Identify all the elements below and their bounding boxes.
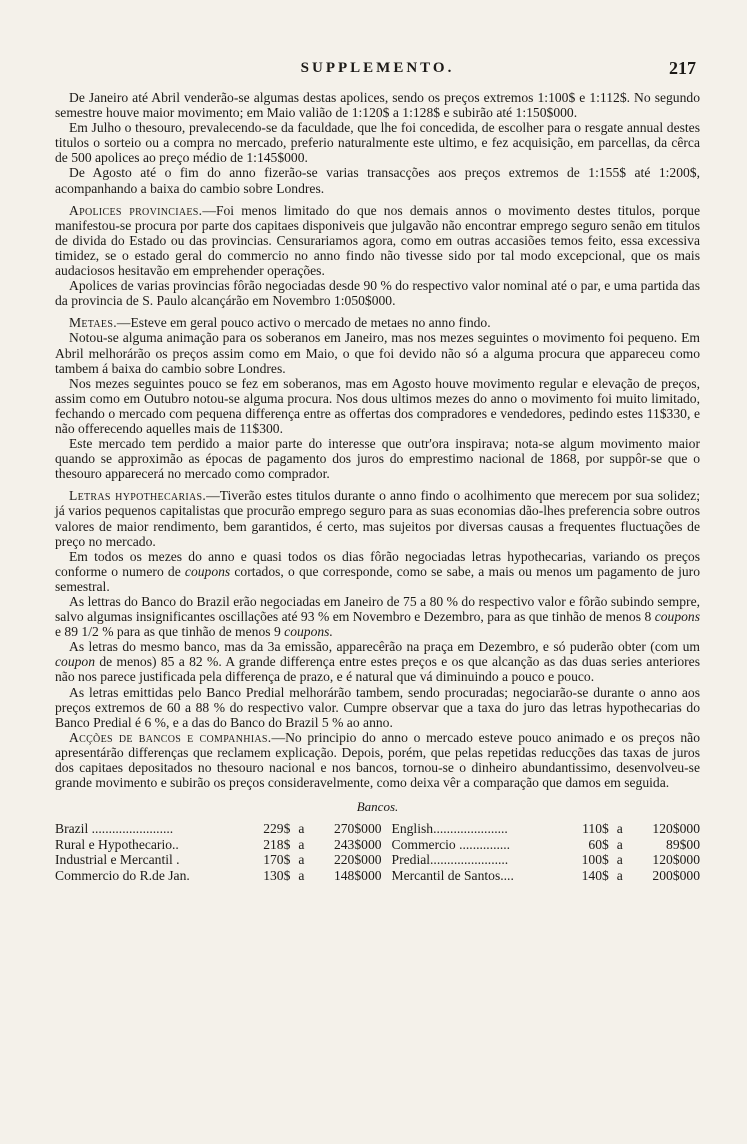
cell-right-low: 110$	[582, 821, 609, 837]
italic-term: coupons	[654, 609, 700, 625]
italic-term: coupons	[184, 563, 231, 579]
page-number: 217	[669, 58, 696, 78]
cell-right-high: 120$000	[652, 821, 700, 837]
cell-left-name: Brazil ........................	[55, 821, 174, 837]
cell-right-sep: a	[616, 836, 623, 852]
cell-right-name: Mercantil de Santos....	[391, 868, 514, 883]
paragraph: Notou-se alguma animação para os soberanos em Janeiro, mas nos mezes seguintes o movimento foi pequeno. Em Abril melhorárão os preços assim como em Maio, o que foi devido não só a alguma procura que appareceu como tambem á baixa do cambio sobre Londres.	[55, 330, 700, 376]
paragraph: Apolices de varias provincias fôrão negociadas desde 90 % do respectivo valor nominal até o par, e uma partida das da provincia de S. Paulo alcançárão em Novembro 1:050$000.	[55, 278, 700, 309]
cell-right-sep: a	[616, 868, 623, 883]
paragraph-apolices-provinciaes	[55, 203, 700, 278]
cell-right-sep: a	[616, 852, 623, 868]
banks-table	[55, 821, 700, 883]
paragraph-text: e 89 1/2 % para as que tinhão de menos 9	[55, 624, 285, 640]
cell-left-sep: a	[298, 868, 305, 883]
cell-left-sep: a	[298, 852, 305, 868]
cell-left-name: Rural e Hypothecario..	[55, 836, 179, 852]
italic-term: coupons.	[284, 624, 333, 640]
page-header	[55, 58, 700, 80]
paragraph: De Agosto até o fim do anno fizerão-se varias transacções aos preços extremos de 1:155$ até 1:200$, acompanhando a baixa do cambio sobre Londres.	[55, 165, 700, 196]
cell-right-name: English......................	[391, 821, 508, 837]
cell-left-low: 170$	[263, 852, 291, 868]
table-row	[55, 868, 700, 884]
paragraph-text: —Esteve em geral pouco activo o mercado de metaes no anno findo.	[116, 315, 491, 331]
table-row	[55, 821, 700, 837]
cell-right-sep: a	[616, 821, 623, 837]
paragraph-text: Em todos os mezes do anno e quasi todos os dias fôrão negociadas letras hypothecarias, variando os preços conforme o numero de	[55, 548, 700, 579]
paragraph: Nos mezes seguintes pouco se fez em soberanos, mas em Agosto houve movimento regular e elevação de preços, assim como em Outubro notou-se alguma procura. Nos dous ultimos mezes do anno o movimento foi muito limitado, fechando o mercado com pequena differença entre as offertas dos compradores e vendedores, pedindo estes 11$330, e não offerecendo aquelles mais de 11$300.	[55, 375, 700, 436]
table-caption: Bancos.	[356, 799, 399, 815]
paragraph: Em Julho o thesouro, prevalecendo-se da faculdade, que lhe foi concedida, de escolher para o resgate annual destes titulos o sorteio ou a compra no mercado, preferio naturalmente este ultimo, e fez acquisição, em parcellas, da cêrca de 500 apolices ao preço médio de 1:145$000.	[55, 120, 700, 166]
cell-left-high: 270$000	[333, 821, 382, 837]
paragraph: Este mercado tem perdido a maior parte do interesse que outr'ora inspirava; nota-se algum movimento maior quando se approximão as épocas de pagamento dos juros do emprestimo nacional de 1868, por suppôr-se que o thesouro apparecerá no mercado como comprador.	[55, 436, 700, 482]
cell-right-name: Predial.......................	[391, 852, 509, 868]
cell-left-sep: a	[298, 836, 305, 852]
paragraph	[55, 549, 700, 594]
cell-left-low: 229$	[263, 821, 291, 837]
section-label: Letras hypothecarias.	[69, 488, 207, 504]
body-text	[55, 90, 700, 790]
paragraph-accoes	[55, 730, 700, 790]
cell-right-low: 140$	[581, 868, 609, 883]
paragraph-text: cortados, o que corresponde, como se sabe, a mais ou menos um pagamento de juro semestral.	[55, 563, 700, 594]
section-label: Apolices provinciaes.	[69, 202, 203, 218]
cell-left-name: Industrial e Mercantil .	[55, 852, 180, 868]
paragraph-text: de menos) 85 a 82 %. A grande differença entre estes preços e os que alcanção as das duas series anteriores não nos parece justificada pela differença de prazo, e é natural que vá diminuindo a pouco e pouco.	[55, 654, 700, 685]
paragraph-text: —Tiverão estes titulos durante o anno findo o acolhimento que merecem por sua solidez; já varios pequenos capitalistas que procurão emprego seguro para as suas economias dão-lhes preferencia sobre outros valores de maior rendimento, bem garantidos, é certo, mas sujeitos por diversas causas a frequentes fluctuações de preço no mercado.	[55, 488, 700, 549]
cell-right-low: 100$	[581, 852, 609, 868]
cell-right-name: Commercio ...............	[391, 836, 511, 852]
paragraph-text: As lettras do Banco do Brazil erão negociadas em Janeiro de 75 a 80 % do respectivo valor e fôrão subindo sempre, salvo algumas insignificantes oscillações até 93 % em Novembro e Dezembro, para as que tinhão de menos 8	[55, 594, 700, 625]
paragraph-letras-hypothecarias	[55, 488, 700, 548]
paragraph-metaes	[55, 315, 700, 330]
italic-term: coupon	[55, 654, 96, 670]
paragraph	[55, 639, 700, 684]
column-gap	[382, 821, 392, 837]
section-label: Acções de bancos e companhias.	[69, 729, 272, 745]
paragraph-text: —Foi menos limitado do que nos demais annos o movimento destes titulos, porque manifestou-se procura por parte dos capitaes disponiveis que julgavão não encontrar emprego seguro senão em titulos de divida do Estado ou das provincias. Censurariamos agora, como em outras accasiões temos feito, essa excessiva timidez, se o estado geral do commercio no anno findo não tivesse sido por tal modo excepcional, que os mais audaciosos hesitavão em emprehender operações.	[55, 202, 700, 279]
cell-right-high: 120$000	[652, 852, 700, 868]
running-title: SUPPLEMENTO.	[300, 60, 455, 76]
cell-left-low: 130$	[263, 868, 291, 883]
column-gap	[382, 837, 392, 853]
cell-left-name: Commercio do R.de Jan.	[55, 868, 190, 883]
paragraph: De Janeiro até Abril venderão-se algumas destas apolices, sendo os preços extremos 1:100$ e 1:112$. No segundo semestre houve maior movimento; em Maio valião de 1:120$ a 1:128$ e subirão até 1:150$000.	[55, 90, 700, 121]
cell-left-high: 148$000	[333, 868, 382, 883]
cell-right-low: 60$	[588, 836, 609, 852]
cell-left-high: 220$000	[333, 852, 382, 868]
cell-left-low: 218$	[263, 836, 291, 852]
section-label: Metaes.	[69, 315, 117, 331]
column-gap	[382, 868, 392, 884]
table-row	[55, 852, 700, 868]
table-row	[55, 837, 700, 853]
paragraph-text: —No principio do anno o mercado esteve pouco animado e os preços não apresentárão differenças que reclamem explicação. Depois, porém, que pelas repetidas reducções das taxas de juros dos capitaes depositados no thesouro nacional e nos bancos, tornou-se o dinheiro abundantissimo, desenvolveu-se grande movimento e subirão os preços consideravelmente, como deixa vêr a comparação que damos em seguida.	[55, 729, 700, 791]
cell-left-high: 243$000	[333, 836, 382, 852]
cell-right-high: 89$00	[666, 836, 700, 852]
cell-right-high: 200$000	[652, 868, 700, 883]
paragraph: As letras emittidas pelo Banco Predial melhorárão tambem, sendo procuradas; negociarão-se durante o anno aos preços extremos de 60 a 88 % do respectivo valor. Cumpre observar que a taxa do juro das letras hypothecarias do Banco Predial é 6 %, e a das do Banco do Brazil 5 % ao anno.	[55, 684, 700, 730]
cell-left-sep: a	[298, 821, 305, 837]
paragraph-text: As letras do mesmo banco, mas da 3a emissão, apparecêrão na praça em Dezembro, e só puderão obter (com um	[69, 639, 700, 655]
paragraph	[55, 594, 700, 639]
column-gap	[382, 852, 392, 868]
